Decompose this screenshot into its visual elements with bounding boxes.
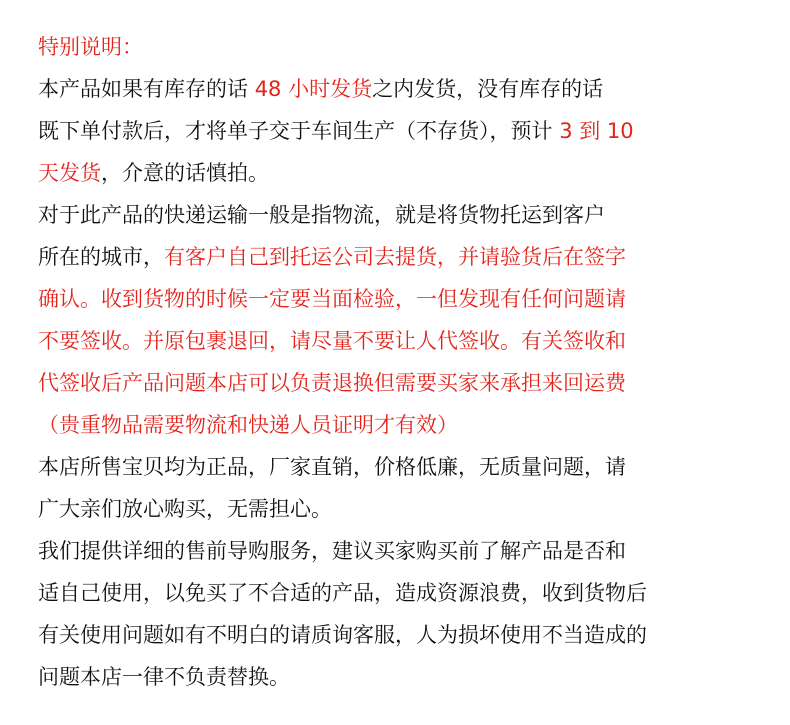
notice-line <box>38 152 783 194</box>
highlighted-text: 确认。收到货物的时候一定要当面检验，一但发现有任何问题请 <box>38 287 626 311</box>
notice-body <box>38 68 783 698</box>
special-notice <box>38 26 783 698</box>
highlighted-text: （贵重物品需要物流和快递人员证明才有效） <box>38 413 458 437</box>
notice-line <box>38 614 783 656</box>
highlighted-text: 天发货 <box>38 161 101 185</box>
notice-line <box>38 362 783 404</box>
notice-line <box>38 320 783 362</box>
highlighted-text: 3 到 10 <box>559 119 634 143</box>
notice-line <box>38 572 783 614</box>
notice-line <box>38 404 783 446</box>
highlighted-text: 有客户自己到托运公司去提货，并请验货后在签字 <box>164 245 626 269</box>
notice-line <box>38 530 783 572</box>
body-text: ，介意的话慎拍。 <box>101 161 269 185</box>
body-text: 之内发货，没有库存的话 <box>372 77 604 101</box>
notice-line <box>38 446 783 488</box>
body-text: 问题本店一律不负责替换。 <box>38 665 290 689</box>
highlighted-text: 48 小时发货 <box>254 77 373 101</box>
body-text: 适自己使用，以免买了不合适的产品，造成资源浪费，收到货物后 <box>38 581 647 605</box>
notice-line <box>38 68 783 110</box>
body-text: 我们提供详细的售前导购服务，建议买家购买前了解产品是否和 <box>38 539 626 563</box>
highlighted-text: 代签收后产品问题本店可以负责退换但需要买家来承担来回运费 <box>38 371 626 395</box>
notice-line <box>38 488 783 530</box>
body-text: 所在的城市， <box>38 245 164 269</box>
body-text: 广大亲们放心购买，无需担心。 <box>38 497 332 521</box>
notice-heading: 特别说明： <box>38 35 143 59</box>
notice-line <box>38 278 783 320</box>
body-text: 本产品如果有库存的话 <box>38 77 255 101</box>
body-text: 有关使用问题如有不明白的请质询客服，人为损坏使用不当造成的 <box>38 623 647 647</box>
notice-line <box>38 194 783 236</box>
notice-line <box>38 110 783 152</box>
body-text: 本店所售宝贝均为正品，厂家直销，价格低廉，无质量问题，请 <box>38 455 626 479</box>
notice-line <box>38 656 783 698</box>
body-text: 既下单付款后，才将单子交于车间生产（不存货），预计 <box>38 119 560 143</box>
notice-line <box>38 236 783 278</box>
highlighted-text: 不要签收。并原包裹退回，请尽量不要让人代签收。有关签收和 <box>38 329 626 353</box>
body-text: 对于此产品的快递运输一般是指物流，就是将货物托运到客户 <box>38 203 605 227</box>
